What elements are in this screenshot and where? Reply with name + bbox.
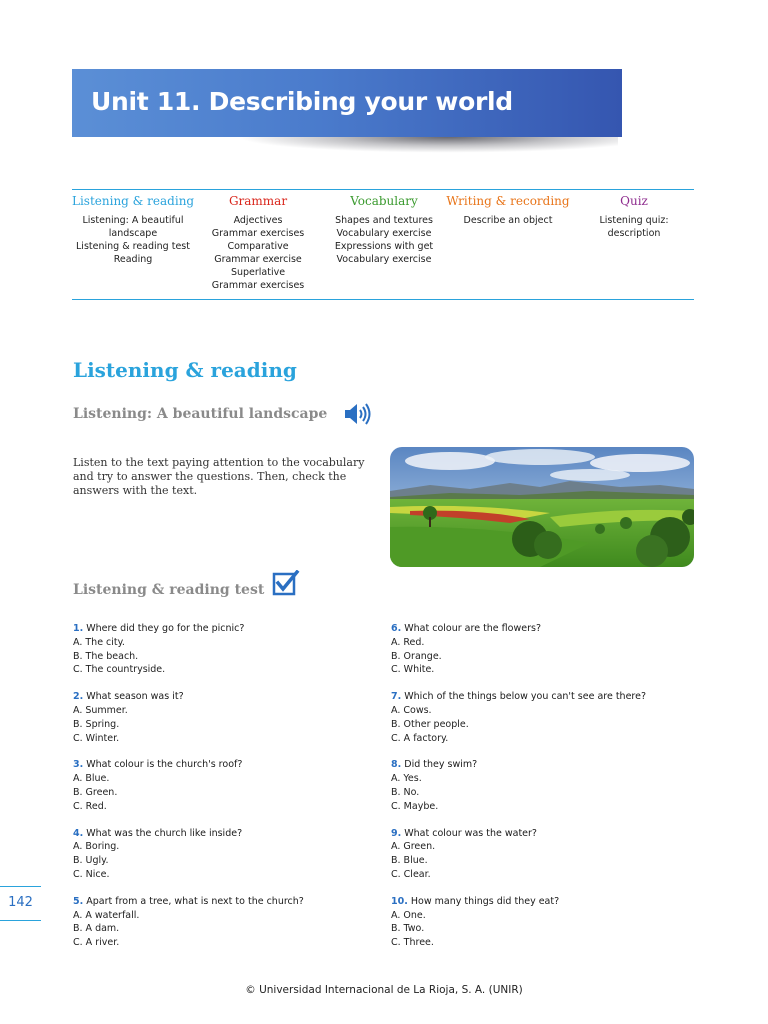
answer-option[interactable]: A. A waterfall. [73,909,140,921]
menu-item[interactable]: Listening quiz: [599,215,669,226]
answer-option[interactable]: C. Maybe. [391,800,439,812]
question-number: 6. [391,623,402,634]
question-9 [391,827,691,882]
answer-option[interactable]: B. Two. [391,923,425,935]
menu-heading-writing[interactable]: Writing & recording [446,194,570,208]
answer-option[interactable]: B. Blue. [391,855,428,867]
answer-option[interactable]: C. The countryside. [73,664,166,676]
landscape-image [390,447,694,567]
unit-title: Unit 11. Describing your world [91,87,513,116]
menu-item[interactable]: Listening: A beautiful [82,215,184,226]
question-text: Which of the things below you can't see are there? [404,691,647,703]
answer-option[interactable]: B. Orange. [391,650,442,662]
answer-option[interactable]: B. Spring. [73,718,120,730]
answer-option[interactable]: A. Yes. [391,773,422,785]
menu-item[interactable]: Vocabulary exercise [336,228,432,239]
answer-option[interactable]: C. A river. [73,937,120,949]
question-text: Apart from a tree, what is next to the church? [86,895,304,907]
menu-col-quiz [582,194,686,240]
question-number: 1. [73,623,84,634]
question-6 [391,622,691,677]
menu-item[interactable]: Grammar exercise [214,254,302,265]
answer-option[interactable]: B. A dam. [73,923,120,935]
test-title: Listening & reading test [73,582,265,598]
answer-option[interactable]: C. Three. [391,937,434,949]
answer-option[interactable]: A. Blue. [73,773,110,785]
answer-option[interactable]: B. Green. [73,786,118,798]
question-text: Where did they go for the picnic? [86,623,245,634]
unit-menu [72,194,694,296]
question-number: 8. [391,759,402,771]
question-10 [391,895,691,950]
answer-option[interactable]: A. Boring. [73,841,120,853]
question-number: 5. [73,895,84,907]
menu-item[interactable]: Expressions with get [334,241,434,252]
listening-title: Listening: A beautiful landscape [73,406,328,422]
menu-heading-quiz[interactable]: Quiz [620,194,648,208]
answer-option[interactable]: B. Ugly. [73,855,109,867]
answer-option[interactable]: C. White. [391,664,435,676]
menu-item[interactable]: landscape [108,228,158,239]
unit-banner [72,69,622,137]
questions-right-column [391,622,691,963]
menu-col-writing [446,194,570,227]
section-title: Listening & reading [73,358,297,382]
footer-copyright: © Universidad Internacional de La Rioja, S. A. (UNIR) [245,984,523,996]
menu-item[interactable]: Grammar exercises [211,228,305,239]
question-text: How many things did they eat? [410,895,560,907]
menu-item[interactable]: Grammar exercises [211,280,305,291]
question-number: 9. [391,827,402,839]
menu-top-rule [72,189,694,190]
question-5 [73,895,373,950]
page-number: 142 [0,886,41,921]
question-4 [73,827,373,882]
question-text: What colour are the flowers? [404,623,541,634]
answer-option[interactable]: A. Cows. [391,704,432,716]
intro-text: Listen to the text paying attention to the vocabulary and try to answer the questions. Then, check the answers with the text. [73,456,365,497]
menu-heading-listening[interactable]: Listening & reading [72,194,195,208]
speaker-icon[interactable] [343,401,373,431]
question-text: What colour was the water? [404,827,537,839]
menu-item[interactable]: Superlative [230,267,286,278]
answer-option[interactable]: B. Other people. [391,718,469,730]
menu-col-vocabulary [326,194,442,266]
question-number: 3. [73,759,84,771]
question-number: 10. [391,895,408,907]
question-text: What colour is the church's roof? [86,759,243,771]
question-2 [73,690,373,745]
answer-option[interactable]: C. Winter. [73,732,120,744]
question-number: 2. [73,691,84,703]
answer-option[interactable]: C. Red. [73,800,107,812]
question-number: 7. [391,691,402,703]
menu-col-listening [72,194,194,266]
menu-item[interactable]: Adjectives [233,215,283,226]
question-number: 4. [73,827,84,839]
answer-option[interactable]: C. Nice. [73,868,110,880]
menu-item[interactable]: description [607,228,661,239]
answer-option[interactable]: C. Clear. [391,868,431,880]
question-text: What was the church like inside? [86,827,243,839]
checkbox-icon[interactable] [272,570,300,600]
answer-option[interactable]: A. Red. [391,636,425,648]
menu-item[interactable]: Listening & reading test [76,241,190,252]
banner-shadow [170,137,618,175]
question-7 [391,690,691,745]
menu-item[interactable]: Describe an object [463,215,553,226]
question-8 [391,758,691,813]
answer-option[interactable]: C. A factory. [391,732,449,744]
menu-item[interactable]: Comparative [227,241,289,252]
question-3 [73,758,373,813]
question-text: Did they swim? [404,759,478,771]
menu-heading-grammar[interactable]: Grammar [228,194,288,208]
menu-item[interactable]: Reading [113,254,153,265]
question-1 [73,622,373,677]
menu-item[interactable]: Shapes and textures [335,215,433,226]
menu-bottom-rule [72,299,694,300]
menu-heading-vocabulary[interactable]: Vocabulary [350,194,418,208]
menu-item[interactable]: Vocabulary exercise [336,254,432,265]
answer-option[interactable]: A. The city. [73,636,125,648]
answer-option[interactable]: A. Green. [391,841,436,853]
menu-col-grammar [204,194,312,292]
answer-option[interactable]: B. No. [391,786,420,798]
answer-option[interactable]: A. Summer. [73,704,128,716]
questions-left-column [73,622,373,963]
answer-option[interactable]: A. One. [391,909,426,921]
answer-option[interactable]: B. The beach. [73,650,139,662]
question-text: What season was it? [86,691,184,703]
